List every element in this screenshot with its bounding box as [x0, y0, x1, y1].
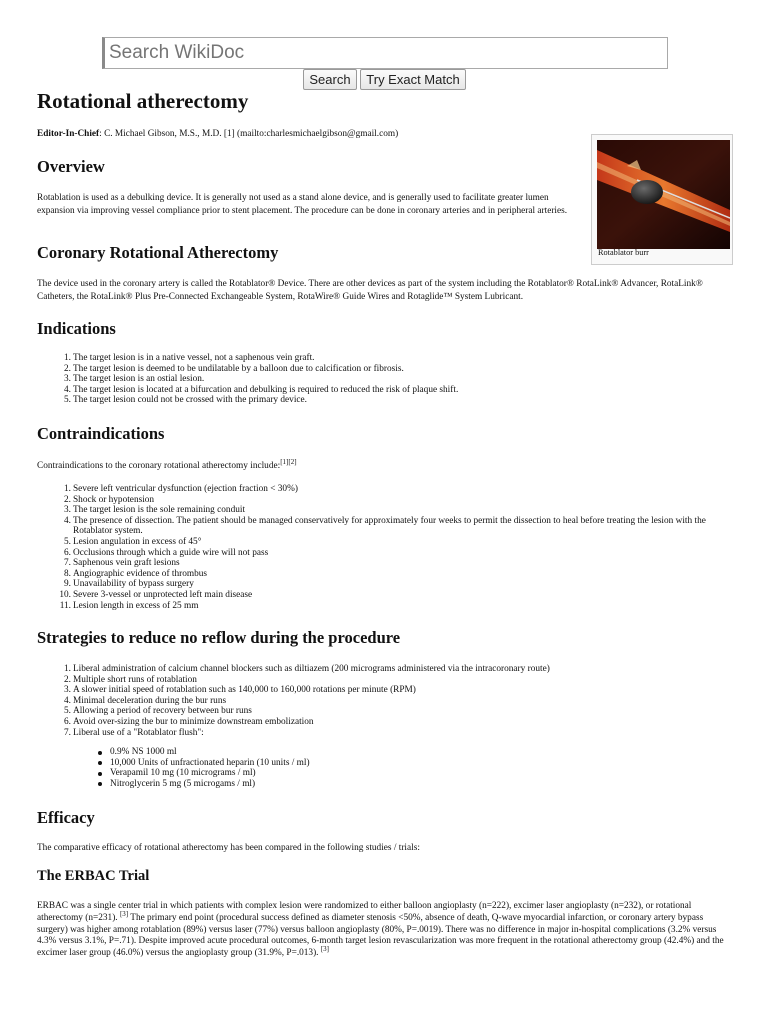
overview-text: Rotablation is used as a debulking device. It is generally not used as a stand alone device, and is generally used to facilitate greater lumen expansion via improving vessel compliance prior to stent placement. The procedure can be done in coronary arteries and in peripheral arteries.	[37, 193, 568, 216]
list-item: 4. Minimal deceleration during the bur runs	[64, 695, 227, 706]
list-item: Nitroglycerin 5 mg (5 microgams / ml)	[96, 779, 596, 790]
list-item: 5. Lesion angulation in excess of 45°	[64, 536, 202, 547]
list-item: 4. The presence of dissection. The patient should be managed conservatively for approximately four weeks to permit the dissection to heal before treating the lesion with the Rotablator system.	[64, 515, 706, 537]
list-item: 2. Shock or hypotension	[64, 494, 155, 505]
list-item: 5. The target lesion could not be crossed with the primary device.	[64, 395, 307, 406]
list-item: Verapamil 10 mg (10 micrograms / ml)	[96, 768, 596, 779]
list-item: 0.9% NS 1000 ml	[96, 747, 596, 758]
flush-list	[96, 747, 596, 789]
list-item: 4. The target lesion is located at a bifurcation and debulking is required to reduced the risk of plaque shift.	[64, 384, 459, 395]
list-item: 2. Multiple short runs of rotablation	[64, 674, 197, 685]
list-item: 7. Saphenous vein graft lesions	[64, 558, 180, 569]
list-item: 3. The target lesion is an ostial lesion.	[64, 374, 205, 385]
list-item: 1. Liberal administration of calcium channel blockers such as diltiazem (200 micrograms administered via the intracoronary route)	[64, 664, 550, 674]
page-title: Rotational atherectomy	[37, 89, 249, 113]
exact-match-button[interactable]: Try Exact Match	[360, 69, 466, 90]
search-button[interactable]: Search	[303, 69, 357, 90]
erbac-text: ERBAC was a single center trial in which patients with complex lesion were randomized to either balloon angioplasty (n=222), excimer laser angioplasty (n=232), or rotational atherectomy (n=231). [3] The primary end point (procedural success defined as diameter stenosis <50%, absence of death, Q-wave myocardial infarction, or coronary artery bypass surgery) was higher among rotablation (89%) versus laser (77%) versus balloon angioplasty (80%, P=.0019). There was no difference in major in-hospital complications (3.2% versus 4.3% versus 3.1%, P=.71). Despite improved acute procedural outcomes, 6-month target lesion revascularization was more frequent in the rotational atherectomy group (42.4%) and the excimer laser group (46.0%) versus the angioplasty group (31.9%, P=.013). [3]	[37, 901, 724, 959]
list-item: 6. Avoid over-sizing the bur to minimize downstream embolization	[64, 716, 314, 727]
efficacy-heading: Efficacy	[37, 808, 95, 827]
coronary-text: The device used in the coronary artery is called the Rotablator® Device. There are other devices as part of the system including the Rotablator® RotaLink® Advancer, RotaLink® Catheters, the RotaLink® Plus Pre-Connected Exchangeable System, RotaWire® Guide Wires and Rotaglide™ System Lubricant.	[37, 279, 703, 302]
list-item: 1. The target lesion is in a native vessel, not a saphenous vein graft.	[64, 353, 315, 363]
image-thumbnail[interactable]	[591, 134, 733, 265]
list-item: 11. Lesion length in excess of 25 mm	[59, 600, 199, 611]
list-item: 5. Allowing a period of recovery between bur runs	[64, 706, 252, 717]
search-input[interactable]	[102, 37, 668, 69]
indications-list	[59, 353, 719, 406]
list-item: 6. Occlusions through which a guide wire will not pass	[64, 547, 269, 558]
editor-line	[37, 128, 597, 141]
list-item: 10. Severe 3-vessel or unprotected left main disease	[59, 589, 253, 600]
reference-link[interactable]: [1][2]	[280, 457, 297, 466]
editor-text: : C. Michael Gibson, M.S., M.D. [1] (mailto:charlesmichaelgibson@gmail.com)	[99, 129, 399, 139]
reference-link[interactable]: [3]	[320, 945, 330, 954]
list-item: 9. Unavailability of bypass surgery	[64, 579, 194, 590]
strategies-list	[59, 664, 739, 738]
list-item: 8. Angiographic evidence of thrombus	[64, 568, 207, 579]
reference-link[interactable]: [3]	[119, 909, 129, 918]
list-item: 10,000 Units of unfractionated heparin (10 units / ml)	[96, 758, 596, 769]
editor-label: Editor-In-Chief	[37, 129, 100, 139]
efficacy-text: The comparative efficacy of rotational atherectomy has been compared in the following studies / trials:	[37, 843, 420, 853]
list-item: 7. Liberal use of a "Rotablator flush":	[64, 727, 204, 738]
overview-heading: Overview	[37, 157, 105, 176]
list-item: 3. A slower initial speed of rotablation such as 140,000 to 160,000 rotations per minute (RPM)	[64, 685, 416, 696]
erbac-heading: The ERBAC Trial	[37, 868, 150, 884]
list-item: 2. The target lesion is deemed to be undilatable by a balloon due to calcification or fibrosis.	[64, 363, 404, 374]
contraindications-intro: Contraindications to the coronary rotational atherectomy include:[1][2]	[37, 457, 297, 471]
coronary-heading: Coronary Rotational Atherectomy	[37, 243, 279, 262]
rotablator-burr-image[interactable]	[597, 140, 730, 249]
contraindications-heading: Contraindications	[37, 424, 165, 443]
contraindications-list	[59, 484, 739, 611]
strategies-heading: Strategies to reduce no reflow during the procedure	[37, 628, 401, 647]
list-item: 3. The target lesion is the sole remaining conduit	[64, 505, 246, 516]
list-item: 1. Severe left ventricular dysfunction (ejection fraction < 30%)	[64, 484, 298, 494]
indications-heading: Indications	[37, 319, 116, 338]
image-caption: Rotablator burr	[598, 248, 649, 257]
